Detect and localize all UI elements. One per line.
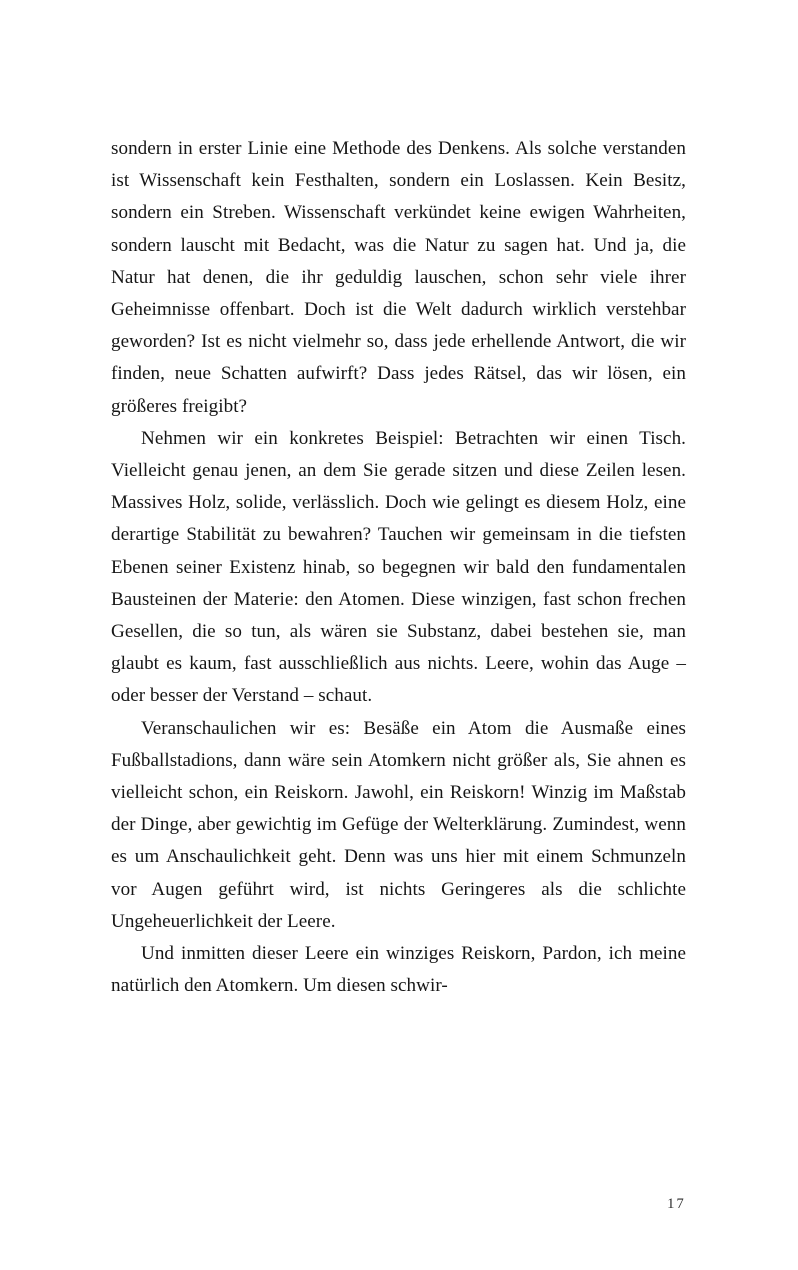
paragraph-2: Nehmen wir ein konkretes Beispiel: Betrachten wir einen Tisch. Vielleicht genau jenen, an dem Sie gerade sitzen und diese Zeilen lesen. Massives Holz, solide, verlässlich. Doch wie gelingt es diesem Holz, eine derartige Stabilität zu bewahren? Tauchen wir gemeinsam in die tiefsten Ebenen seiner Existenz hinab, so begegnen wir bald den fundamentalen Bausteinen der Materie: den Atomen. Diese winzigen, fast schon frechen Gesellen, die so tun, als wären sie Substanz, dabei bestehen sie, man glaubt es kaum, fast ausschließlich aus nichts. Leere, wohin das Auge – oder besser der Verstand – schaut. <box>111 427 686 707</box>
paragraph-1: sondern in erster Linie eine Methode des Denkens. Als solche verstanden ist Wissenschaft kein Festhalten, sondern ein Loslassen. Kein Besitz, sondern ein Streben. Wissenschaft verkündet keine ewigen Wahrheiten, sondern lauscht mit Bedacht, was die Natur zu sagen hat. Und ja, die Natur hat denen, die ihr geduldig lauschen, schon sehr viele ihrer Geheimnisse offenbart. Doch ist die Welt dadurch wirklich verstehbar geworden? Ist es nicht vielmehr so, dass jede erhellende Antwort, die wir finden, neue Schatten aufwirft? Dass jedes Rätsel, das wir lösen, ein größeres freigibt? <box>111 138 686 417</box>
paragraph-3: Veranschaulichen wir es: Besäße ein Atom die Ausmaße eines Fußballstadions, dann wäre sein Atomkern nicht größer als, Sie ahnen es vielleicht schon, ein Reiskorn. Jawohl, ein Reiskorn! Winzig im Maßstab der Dinge, aber gewichtig im Gefüge der Welterklärung. Zumindest, wenn es um Anschaulichkeit geht. Denn was uns hier mit einem Schmunzeln vor Augen geführt wird, ist nichts Geringeres als die schlichte Ungeheuerlichkeit der Leere. <box>111 717 686 932</box>
page-text-column <box>111 133 686 1002</box>
page-number: 17 <box>667 1196 686 1212</box>
paragraph-4: Und inmitten dieser Leere ein winziges Reiskorn, Pardon, ich meine natürlich den Atomkern. Um diesen schwir- <box>111 943 686 997</box>
